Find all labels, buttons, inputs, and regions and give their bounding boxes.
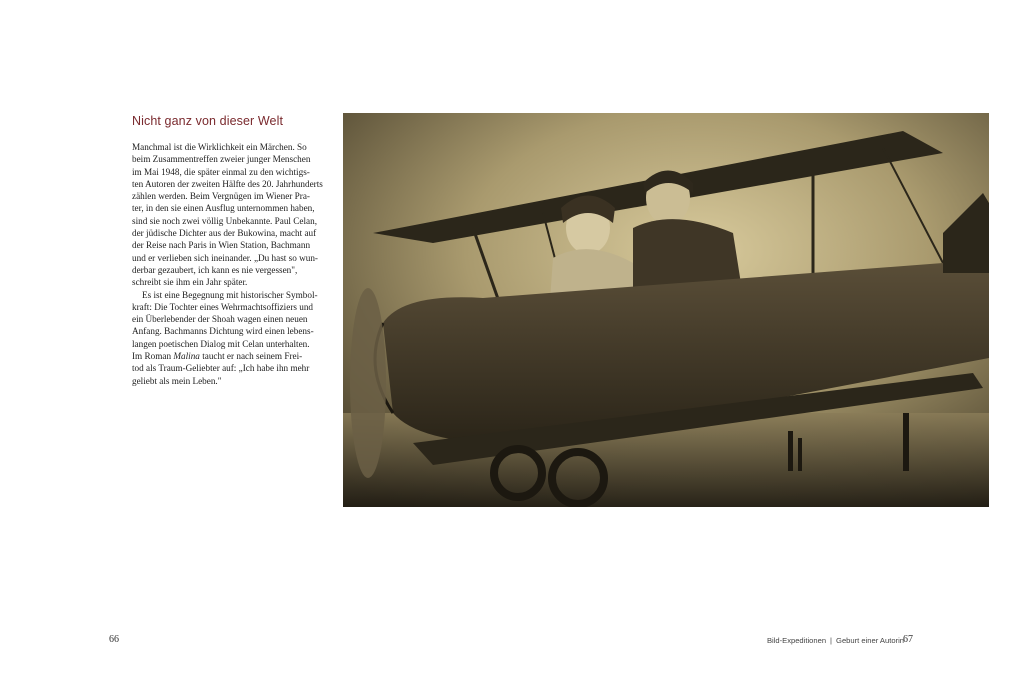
text-line: und er verlieben sich ineinander. „Du hast so wun-	[132, 252, 318, 263]
text-line: ten Autoren der zweiten Hälfte des 20. Jahrhunderts	[132, 178, 323, 189]
article-body	[132, 141, 332, 387]
paragraph-1	[132, 141, 332, 289]
text-line: langen poetischen Dialog mit Celan unterhalten.	[132, 338, 310, 349]
page-number-right: 67	[903, 634, 913, 645]
text-line-mixed	[132, 350, 332, 362]
text-line: im Mai 1948, die später einmal zu den wichtigs-	[132, 166, 310, 177]
text-line: derbar gezaubert, ich kann es nie vergessen",	[132, 264, 298, 275]
text-line: der jüdische Dichter aus der Bukowina, macht auf	[132, 228, 317, 239]
text-line: sind sie noch zwei völlig Unbekannte. Paul Celan,	[132, 215, 317, 226]
text-line: Es ist eine Begegnung mit historischer Symbol-	[142, 289, 318, 300]
text-line: ein Überlebender der Shoah wagen einen neuen	[132, 314, 308, 325]
text-line: tod als Traum-Geliebter auf: „Ich habe ihn mehr	[132, 363, 310, 374]
photo-illustration	[343, 113, 989, 507]
paragraph-2	[132, 289, 332, 387]
text-line: beim Zusammentreffen zweier junger Menschen	[132, 154, 311, 165]
text-line: Anfang. Bachmanns Dichtung wird einen lebens-	[132, 326, 314, 337]
text-line: kraft: Die Tochter eines Wehrmachtsoffiziers und	[132, 301, 314, 312]
text-line: Manchmal ist die Wirklichkeit ein Märchen. So	[132, 142, 307, 152]
text-line: schreibt sie ihm ein Jahr später.	[132, 277, 248, 288]
page-number-left: 66	[109, 634, 119, 645]
running-footer	[767, 636, 904, 645]
text-line: der Reise nach Paris in Wien Station, Bachmann	[132, 240, 311, 251]
biplane-photo	[343, 113, 989, 507]
text-line: ter, in den sie einen Ausflug unternommen haben,	[132, 203, 315, 214]
chapter-title: Geburt einer Autorin	[836, 636, 904, 645]
text-line: geliebt als mein Leben."	[132, 375, 222, 386]
text-fragment: Im Roman	[132, 351, 174, 362]
text-line: zählen werden. Beim Vergnügen im Wiener Pra-	[132, 191, 310, 202]
footer-separator: |	[830, 636, 833, 645]
novel-title: Malina	[173, 351, 200, 362]
text-fragment: taucht er nach seinem Frei-	[199, 351, 303, 362]
section-title: Bild-Expeditionen	[766, 636, 827, 645]
article-heading: Nicht ganz von dieser Welt	[132, 114, 284, 128]
